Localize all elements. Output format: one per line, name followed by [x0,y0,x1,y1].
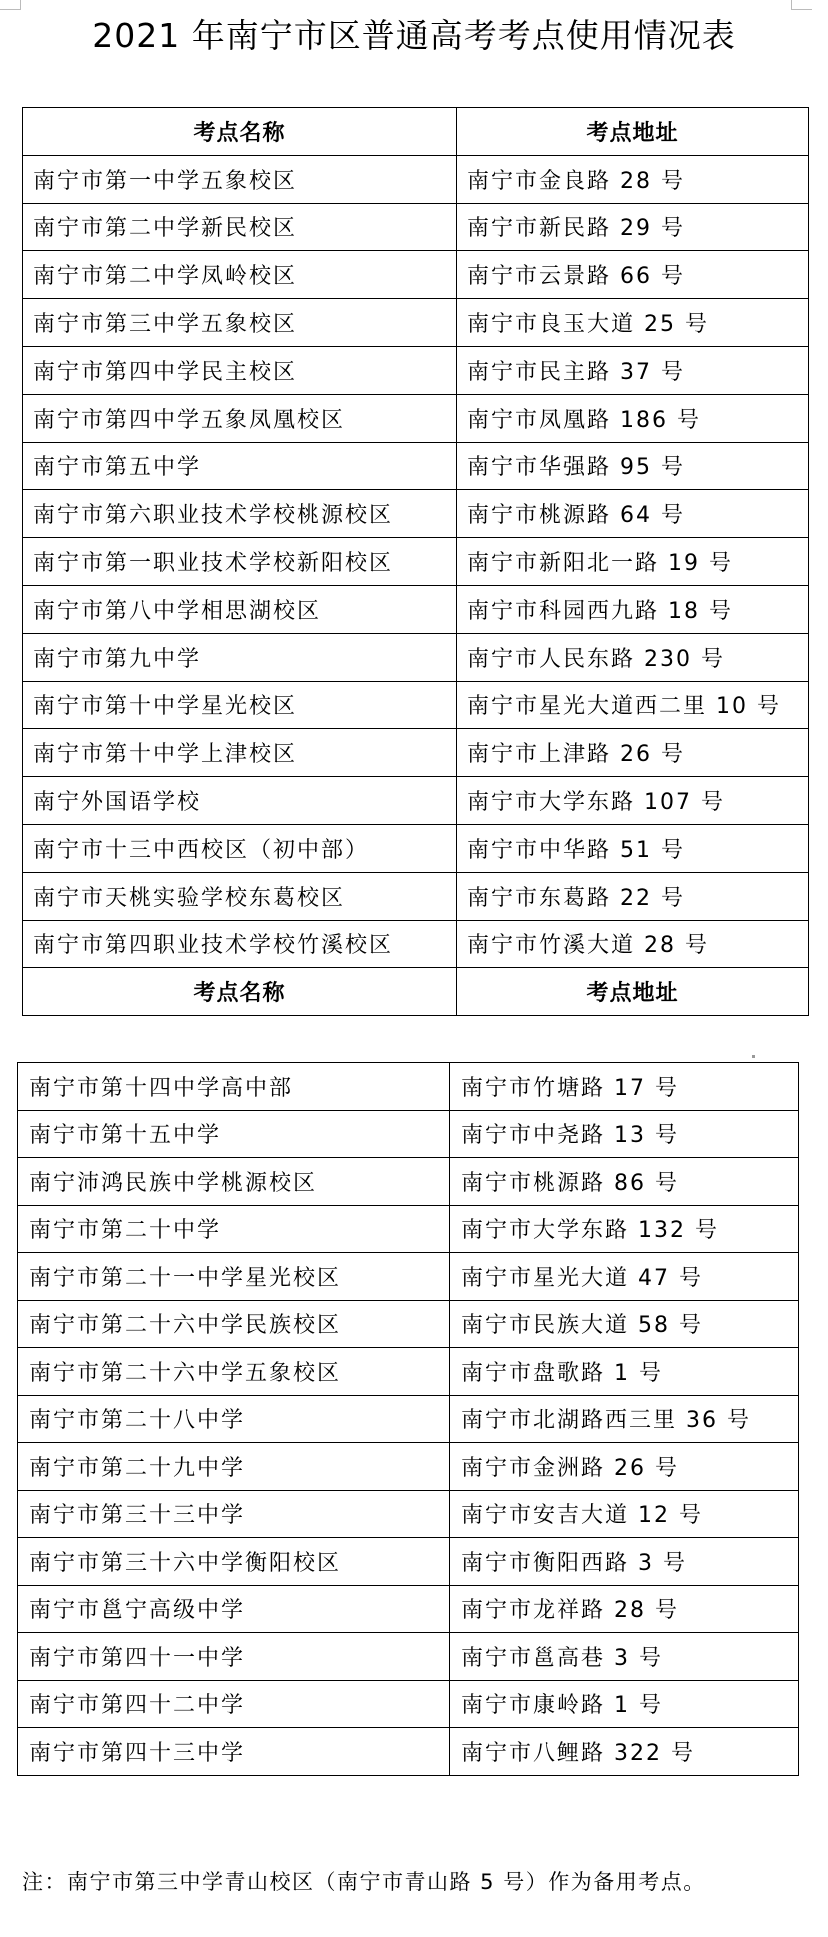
exam-site-name: 南宁市十三中西校区（初中部） [23,824,457,872]
table-row [18,1158,799,1206]
table-row [18,1728,799,1776]
exam-site-address: 南宁市龙祥路 28 号 [450,1585,799,1633]
exam-site-address: 南宁市凤凰路 186 号 [457,394,809,442]
exam-site-name: 南宁市第九中学 [23,633,457,681]
table-row [23,251,809,299]
exam-site-name: 南宁市第四十一中学 [18,1633,450,1681]
exam-site-name: 南宁市第四十二中学 [18,1680,450,1728]
table-row [23,585,809,633]
table-row [18,1110,799,1158]
exam-site-name: 南宁市第一职业技术学校新阳校区 [23,538,457,586]
exam-site-name: 南宁市邕宁高级中学 [18,1585,450,1633]
exam-site-address: 南宁市民主路 37 号 [457,346,809,394]
exam-site-name: 南宁市第二十六中学民族校区 [18,1300,450,1348]
table-row [23,872,809,920]
exam-site-name: 南宁市第二中学新民校区 [23,203,457,251]
exam-site-address: 南宁市桃源路 86 号 [450,1158,799,1206]
exam-site-name: 南宁沛鸿民族中学桃源校区 [18,1158,450,1206]
exam-sites-table [22,107,809,1016]
table-row [23,299,809,347]
exam-site-address: 南宁市中尧路 13 号 [450,1110,799,1158]
exam-site-address: 南宁市华强路 95 号 [457,442,809,490]
exam-site-address: 南宁市北湖路西三里 36 号 [450,1395,799,1443]
table-row [18,1348,799,1396]
table-row [23,538,809,586]
table-row [23,633,809,681]
exam-site-name: 南宁市第二十中学 [18,1205,450,1253]
exam-site-address: 南宁市康岭路 1 号 [450,1680,799,1728]
exam-site-address: 南宁市竹溪大道 28 号 [457,920,809,968]
exam-site-address: 南宁市东葛路 22 号 [457,872,809,920]
exam-site-name: 南宁市第三中学五象校区 [23,299,457,347]
table-row [18,1253,799,1301]
table-row [18,1443,799,1491]
exam-site-address: 南宁市大学东路 107 号 [457,777,809,825]
exam-site-name: 南宁市天桃实验学校东葛校区 [23,872,457,920]
table-header-row-repeat [23,968,809,1016]
exam-site-address: 南宁市人民东路 230 号 [457,633,809,681]
table-row [18,1063,799,1111]
table-row [23,681,809,729]
exam-site-address: 南宁市金良路 28 号 [457,155,809,203]
exam-site-name: 南宁市第十五中学 [18,1110,450,1158]
table-row [23,729,809,777]
exam-site-name: 南宁市第五中学 [23,442,457,490]
exam-site-address: 南宁市新民路 29 号 [457,203,809,251]
table-row [18,1633,799,1681]
exam-site-address: 南宁市云景路 66 号 [457,251,809,299]
table-row [18,1585,799,1633]
exam-sites-table-continued [17,1062,799,1776]
exam-site-address: 南宁市八鲤路 322 号 [450,1728,799,1776]
exam-site-address: 南宁市星光大道西二里 10 号 [457,681,809,729]
table-row [18,1538,799,1586]
table-row [18,1300,799,1348]
column-header-name: 考点名称 [23,968,457,1016]
exam-site-name: 南宁市第一中学五象校区 [23,155,457,203]
exam-site-name: 南宁市第四十三中学 [18,1728,450,1776]
table-row [18,1395,799,1443]
exam-site-address: 南宁市安吉大道 12 号 [450,1490,799,1538]
page-break-mark [752,1055,755,1058]
exam-site-name: 南宁市第三十三中学 [18,1490,450,1538]
exam-site-address: 南宁市桃源路 64 号 [457,490,809,538]
exam-site-address: 南宁市中华路 51 号 [457,824,809,872]
exam-site-address: 南宁市竹塘路 17 号 [450,1063,799,1111]
table-row [18,1680,799,1728]
exam-site-address: 南宁市星光大道 47 号 [450,1253,799,1301]
table-row [23,920,809,968]
exam-site-name: 南宁市第六职业技术学校桃源校区 [23,490,457,538]
exam-site-name: 南宁市第二十一中学星光校区 [18,1253,450,1301]
table-row [23,777,809,825]
exam-site-name: 南宁市第四中学五象凤凰校区 [23,394,457,442]
table-row [23,346,809,394]
exam-site-name: 南宁市第十中学上津校区 [23,729,457,777]
exam-site-name: 南宁市第四职业技术学校竹溪校区 [23,920,457,968]
exam-site-name: 南宁市第二中学凤岭校区 [23,251,457,299]
exam-site-address: 南宁市新阳北一路 19 号 [457,538,809,586]
page-corner-mark-right [791,0,812,10]
exam-site-address: 南宁市衡阳西路 3 号 [450,1538,799,1586]
exam-site-name: 南宁市第四中学民主校区 [23,346,457,394]
exam-site-address: 南宁市盘歌路 1 号 [450,1348,799,1396]
exam-site-name: 南宁市第二十九中学 [18,1443,450,1491]
exam-site-address: 南宁市民族大道 58 号 [450,1300,799,1348]
exam-site-name: 南宁市第十四中学高中部 [18,1063,450,1111]
column-header-name: 考点名称 [23,108,457,156]
exam-site-address: 南宁市金洲路 26 号 [450,1443,799,1491]
table-row [23,824,809,872]
exam-site-address: 南宁市上津路 26 号 [457,729,809,777]
footnote: 注：南宁市第三中学青山校区（南宁市青山路 5 号）作为备用考点。 [22,1870,706,1894]
table-row [18,1205,799,1253]
column-header-address: 考点地址 [457,968,809,1016]
table-row [18,1490,799,1538]
table-header-row [23,108,809,156]
table-row [23,155,809,203]
table-row [23,203,809,251]
exam-site-name: 南宁外国语学校 [23,777,457,825]
exam-site-name: 南宁市第二十八中学 [18,1395,450,1443]
exam-site-name: 南宁市第八中学相思湖校区 [23,585,457,633]
table-row [23,490,809,538]
exam-site-address: 南宁市邕高巷 3 号 [450,1633,799,1681]
column-header-address: 考点地址 [457,108,809,156]
exam-site-name: 南宁市第二十六中学五象校区 [18,1348,450,1396]
table-row [23,442,809,490]
exam-site-address: 南宁市良玉大道 25 号 [457,299,809,347]
exam-site-name: 南宁市第十中学星光校区 [23,681,457,729]
page-title: 2021 年南宁市区普通高考考点使用情况表 [92,16,736,55]
exam-site-address: 南宁市大学东路 132 号 [450,1205,799,1253]
table-row [23,394,809,442]
page-corner-mark-left [0,0,21,10]
exam-site-name: 南宁市第三十六中学衡阳校区 [18,1538,450,1586]
exam-site-address: 南宁市科园西九路 18 号 [457,585,809,633]
